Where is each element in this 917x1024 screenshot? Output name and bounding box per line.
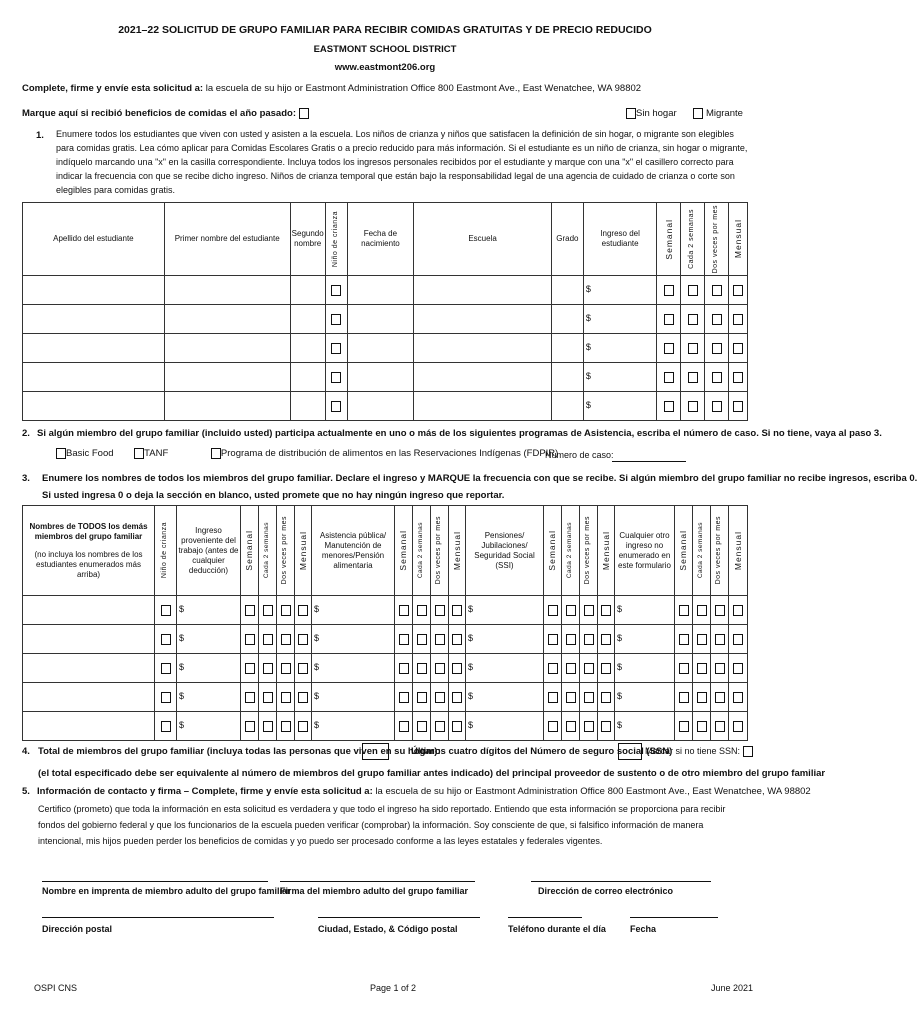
pension-income-input[interactable]: $	[466, 712, 544, 741]
printed-name-line[interactable]	[42, 881, 268, 882]
col-other-monthly-label: Mensual	[732, 530, 743, 571]
col-twice-monthly-label: Dos veces por mes	[712, 204, 720, 274]
twice-monthly-checkbox[interactable]	[712, 401, 722, 412]
col-other-twice-monthly-label: Dos veces por mes	[715, 516, 723, 585]
col-other-income: Cualquier otro ingreso no enumerado en este formulario	[615, 506, 675, 596]
col-monthly-label: Mensual	[732, 219, 743, 259]
pension-twice-monthly-checkbox[interactable]	[584, 663, 594, 674]
student-middle-name-input[interactable]	[290, 276, 325, 305]
col-assist-biweekly-label: Cada 2 semanas	[417, 522, 425, 579]
work-monthly-checkbox[interactable]	[298, 721, 308, 732]
other-monthly-checkbox[interactable]	[733, 634, 743, 645]
assistance-income-input[interactable]: $	[312, 683, 395, 712]
work-twice-monthly-checkbox[interactable]	[281, 634, 291, 645]
school-input[interactable]	[414, 392, 552, 421]
other-monthly-checkbox[interactable]	[733, 663, 743, 674]
school-input[interactable]	[414, 276, 552, 305]
grade-input[interactable]	[551, 363, 583, 392]
pension-twice-monthly-checkbox[interactable]	[584, 721, 594, 732]
section2-instructions: Si algún miembro del grupo familiar (incluido usted) participa actualmente en uno o más de los siguientes programas de Asistencia, escriba el número de caso. Si no tiene, vaya al paso 3.	[37, 428, 882, 439]
work-biweekly-checkbox[interactable]	[263, 634, 273, 645]
other-weekly-checkbox[interactable]	[679, 663, 689, 674]
section5-number: 5.	[22, 786, 30, 797]
migrant-label: Migrante	[705, 108, 743, 120]
col-school: Escuela	[414, 203, 552, 276]
other-income-input[interactable]: $	[615, 625, 675, 654]
student-middle-name-input[interactable]	[290, 334, 325, 363]
weekly-checkbox[interactable]	[664, 314, 674, 325]
foster-checkbox[interactable]	[331, 314, 341, 325]
section5-address: la escuela de su hijo or Eastmont Administration Office 800 Eastmont Ave., East Wenatchee, WA 98802	[372, 786, 811, 797]
district-name: EASTMONT SCHOOL DISTRICT	[313, 44, 457, 55]
grade-input[interactable]	[551, 392, 583, 421]
section1-number: 1.	[36, 130, 44, 141]
work-biweekly-checkbox[interactable]	[263, 692, 273, 703]
pension-monthly-checkbox[interactable]	[601, 634, 611, 645]
student-last-name-input[interactable]	[23, 363, 165, 392]
member-foster-checkbox[interactable]	[161, 605, 171, 616]
assist-monthly-checkbox[interactable]	[452, 663, 462, 674]
member-foster-checkbox[interactable]	[161, 721, 171, 732]
monthly-checkbox[interactable]	[733, 343, 743, 354]
col-dob: Fecha de nacimiento	[347, 203, 414, 276]
monthly-checkbox[interactable]	[733, 314, 743, 325]
dob-input[interactable]	[347, 276, 414, 305]
assist-monthly-checkbox[interactable]	[452, 634, 462, 645]
send-to-label: Complete, firme y envíe esta solicitud a:	[22, 83, 204, 94]
dob-input[interactable]	[347, 363, 414, 392]
section1-instructions: Enumere todos los estudiantes que viven con usted y asisten a la escuela. Los niños de crianza y niños que satisfacen la definición de sin hogar, o migrante son elegibles para comidas gratis. Lea cómo aplicar para Comidas Escolares Gratis o a precio reducido para más información. Si el estudiante es un niño de crianza, sin hogar o migrante, indíquelo marcando una "x" en la casilla correspondiente. Incluya todos los ingresos personales recibidos por el estudiante y marque con una "x" el casillero correcto para indicar la frecuencia con que se recibe dicho ingreso. Niños de crianza temporal que están bajo la responsabilidad legal de una agencia de cuidado de crianza o corte son elegibles para comidas gratis.	[56, 129, 748, 195]
pension-twice-monthly-checkbox[interactable]	[584, 634, 594, 645]
other-monthly-checkbox[interactable]	[733, 721, 743, 732]
col-pension-weekly-label: Semanal	[547, 530, 558, 571]
students-table	[22, 202, 748, 421]
foster-cell	[325, 276, 347, 305]
address-line[interactable]	[42, 917, 274, 918]
pension-biweekly-checkbox[interactable]	[566, 605, 576, 616]
other-income-input[interactable]: $	[615, 712, 675, 741]
student-row	[23, 334, 748, 363]
pension-monthly-checkbox[interactable]	[601, 605, 611, 616]
work-biweekly-checkbox[interactable]	[263, 605, 273, 616]
work-twice-monthly-checkbox[interactable]	[281, 721, 291, 732]
col-other-weekly-label: Semanal	[678, 530, 689, 571]
homeless-label: Sin hogar	[636, 108, 677, 120]
student-income-input[interactable]: $	[583, 334, 657, 363]
assistance-income-input[interactable]: $	[312, 712, 395, 741]
student-first-name-input[interactable]	[164, 334, 290, 363]
benefits-label: Marque aquí si recibió beneficios de comidas el año pasado:	[22, 108, 296, 120]
school-input[interactable]	[414, 305, 552, 334]
no-ssn-checkbox[interactable]	[743, 746, 753, 757]
signature-label: Firma del miembro adulto del grupo familiar	[280, 886, 469, 896]
signature-line[interactable]	[280, 881, 475, 882]
date-label: Fecha	[630, 924, 657, 934]
student-last-name-input[interactable]	[23, 334, 165, 363]
student-income-input[interactable]: $	[583, 392, 657, 421]
case-number-label: Numero de caso:	[545, 450, 614, 460]
work-biweekly-checkbox[interactable]	[263, 663, 273, 674]
assist-twice-monthly-checkbox[interactable]	[435, 663, 445, 674]
send-to-line	[22, 83, 641, 94]
other-income-input[interactable]: $	[615, 683, 675, 712]
member-foster-checkbox[interactable]	[161, 692, 171, 703]
other-monthly-checkbox[interactable]	[733, 692, 743, 703]
student-last-name-input[interactable]	[23, 276, 165, 305]
col-foster	[325, 203, 347, 276]
col-assistance: Asistencia pública/ Manutención de menores/Pensión alimentaria	[312, 506, 395, 596]
district-website: www.eastmont206.org	[334, 62, 436, 73]
other-weekly-checkbox[interactable]	[679, 692, 689, 703]
student-row	[23, 276, 748, 305]
member-name-input[interactable]	[23, 712, 155, 741]
biweekly-checkbox[interactable]	[688, 314, 698, 325]
foster-checkbox[interactable]	[331, 343, 341, 354]
member-foster-checkbox[interactable]	[161, 663, 171, 674]
city-label: Ciudad, Estado, & Código postal	[318, 924, 458, 934]
student-middle-name-input[interactable]	[290, 363, 325, 392]
assist-monthly-checkbox[interactable]	[452, 721, 462, 732]
pension-income-input[interactable]: $	[466, 625, 544, 654]
total-members-label: Total de miembros del grupo familiar (incluya todas las personas que viven en su hogar):	[38, 746, 441, 757]
student-last-name-input[interactable]	[23, 305, 165, 334]
monthly-checkbox[interactable]	[733, 285, 743, 296]
email-line[interactable]	[531, 881, 711, 882]
work-weekly-checkbox[interactable]	[245, 605, 255, 616]
twice-monthly-checkbox[interactable]	[712, 285, 722, 296]
col-assist-weekly-label: Semanal	[398, 530, 409, 571]
section2-number: 2.	[22, 428, 30, 439]
footer-date: June 2021	[711, 983, 754, 993]
col-work-income: Ingreso proveniente del trabajo (antes de cualquier deducción)	[177, 506, 241, 596]
student-row	[23, 392, 748, 421]
pension-biweekly-checkbox[interactable]	[566, 721, 576, 732]
work-monthly-checkbox[interactable]	[298, 605, 308, 616]
weekly-checkbox[interactable]	[664, 285, 674, 296]
section3-instructions-1: Enumere los nombres de todos los miembros del grupo familiar. Declare el ingreso y MARQUE la frecuencia con que se recibe. Si algún miembro del grupo familiar no recibe ingresos, escriba 0.	[42, 473, 917, 484]
school-input[interactable]	[414, 334, 552, 363]
other-biweekly-checkbox[interactable]	[697, 721, 707, 732]
dob-input[interactable]	[347, 334, 414, 363]
twice-monthly-checkbox[interactable]	[712, 314, 722, 325]
basic-food-label: Basic Food	[66, 448, 114, 460]
col-hh-foster-label: Niño de crianza	[161, 522, 169, 579]
assist-biweekly-checkbox[interactable]	[417, 721, 427, 732]
biweekly-checkbox[interactable]	[688, 401, 698, 412]
assist-biweekly-checkbox[interactable]	[417, 663, 427, 674]
ssn-input[interactable]	[618, 743, 642, 760]
col-pension-twice-monthly-label: Dos veces por mes	[584, 516, 592, 585]
other-twice-monthly-checkbox[interactable]	[715, 634, 725, 645]
weekly-checkbox[interactable]	[664, 401, 674, 412]
work-weekly-checkbox[interactable]	[245, 634, 255, 645]
fdpir-checkbox[interactable]	[211, 448, 221, 459]
assist-weekly-checkbox[interactable]	[399, 721, 409, 732]
monthly-checkbox[interactable]	[733, 372, 743, 383]
work-weekly-checkbox[interactable]	[245, 663, 255, 674]
col-biweekly	[681, 203, 705, 276]
col-foster-label: Niño de crianza	[331, 210, 339, 268]
section5-header	[37, 786, 811, 797]
col-member-names-note: (no incluya los nombres de los estudiantes enumerados más arriba)	[34, 549, 143, 579]
student-first-name-input[interactable]	[164, 305, 290, 334]
printed-name-label: Nombre en imprenta de miembro adulto del grupo familiar	[42, 886, 291, 896]
grade-input[interactable]	[551, 276, 583, 305]
other-twice-monthly-checkbox[interactable]	[715, 692, 725, 703]
work-twice-monthly-checkbox[interactable]	[281, 605, 291, 616]
total-members-input[interactable]	[362, 743, 389, 760]
assistance-income-input[interactable]: $	[312, 625, 395, 654]
student-income-input[interactable]: $	[583, 305, 657, 334]
twice-monthly-checkbox[interactable]	[712, 343, 722, 354]
col-income: Ingreso del estudiante	[583, 203, 657, 276]
col-work-weekly-label: Semanal	[244, 530, 255, 571]
work-income-input[interactable]: $	[177, 683, 241, 712]
assist-twice-monthly-checkbox[interactable]	[435, 634, 445, 645]
col-member-names	[23, 506, 155, 596]
other-twice-monthly-checkbox[interactable]	[715, 721, 725, 732]
pension-monthly-checkbox[interactable]	[601, 692, 611, 703]
pension-twice-monthly-checkbox[interactable]	[584, 692, 594, 703]
work-weekly-checkbox[interactable]	[245, 692, 255, 703]
work-weekly-checkbox[interactable]	[245, 721, 255, 732]
other-biweekly-checkbox[interactable]	[697, 634, 707, 645]
no-ssn-option	[645, 746, 753, 757]
col-first-name: Primer nombre del estudiante	[164, 203, 290, 276]
email-label: Dirección de correo electrónico	[538, 886, 674, 896]
footer-left: OSPI CNS	[34, 983, 78, 993]
assist-twice-monthly-checkbox[interactable]	[435, 721, 445, 732]
other-weekly-checkbox[interactable]	[679, 634, 689, 645]
dob-input[interactable]	[347, 392, 414, 421]
assistance-income-input[interactable]: $	[312, 596, 395, 625]
pension-biweekly-checkbox[interactable]	[566, 692, 576, 703]
pension-biweekly-checkbox[interactable]	[566, 634, 576, 645]
grade-input[interactable]	[551, 334, 583, 363]
section3-number: 3.	[22, 473, 30, 484]
phone-line[interactable]	[508, 917, 582, 918]
household-row	[23, 683, 748, 712]
weekly-checkbox[interactable]	[664, 343, 674, 354]
other-income-input[interactable]: $	[615, 596, 675, 625]
assist-biweekly-checkbox[interactable]	[417, 634, 427, 645]
member-name-input[interactable]	[23, 683, 155, 712]
work-twice-monthly-checkbox[interactable]	[281, 692, 291, 703]
section3-instructions-2: Si usted ingresa 0 o deja la sección en blanco, usted promete que no hay ningún ingreso que reportar.	[42, 490, 505, 501]
pension-weekly-checkbox[interactable]	[548, 721, 558, 732]
work-income-input[interactable]: $	[177, 654, 241, 683]
biweekly-checkbox[interactable]	[688, 343, 698, 354]
assist-twice-monthly-checkbox[interactable]	[435, 692, 445, 703]
section5-label: Información de contacto y firma – Complete, firme y envíe esta solicitud a:	[37, 786, 373, 797]
pension-weekly-checkbox[interactable]	[548, 634, 558, 645]
work-income-input[interactable]: $	[177, 596, 241, 625]
pension-twice-monthly-checkbox[interactable]	[584, 605, 594, 616]
work-income-input[interactable]: $	[177, 712, 241, 741]
col-work-monthly-label: Mensual	[297, 530, 308, 571]
foster-cell	[325, 363, 347, 392]
col-weekly-label: Semanal	[663, 218, 674, 260]
assist-weekly-checkbox[interactable]	[399, 692, 409, 703]
total-members-note: (el total especificado debe ser equivalente al número de miembros del grupo familiar antes indicado) del principal proveedor de sustento o de otro miembro del grupo familiar	[38, 768, 826, 779]
student-row	[23, 305, 748, 334]
programs-line	[56, 448, 558, 459]
case-number-input[interactable]	[612, 461, 686, 462]
foster-checkbox[interactable]	[331, 372, 341, 383]
student-income-input[interactable]: $	[583, 363, 657, 392]
pension-income-input[interactable]: $	[466, 683, 544, 712]
col-other-biweekly-label: Cada 2 semanas	[697, 522, 705, 579]
benefits-line	[22, 108, 309, 119]
other-twice-monthly-checkbox[interactable]	[715, 605, 725, 616]
household-row	[23, 625, 748, 654]
household-row	[23, 712, 748, 741]
work-monthly-checkbox[interactable]	[298, 663, 308, 674]
form-title: 2021–22 SOLICITUD DE GRUPO FAMILIAR PARA RECIBIR COMIDAS GRATUITAS Y DE PRECIO REDUCIDO	[118, 24, 652, 36]
other-income-input[interactable]: $	[615, 654, 675, 683]
pension-weekly-checkbox[interactable]	[548, 605, 558, 616]
student-first-name-input[interactable]	[164, 363, 290, 392]
biweekly-checkbox[interactable]	[688, 372, 698, 383]
basic-food-checkbox[interactable]	[56, 448, 66, 459]
other-twice-monthly-checkbox[interactable]	[715, 663, 725, 674]
other-monthly-checkbox[interactable]	[733, 605, 743, 616]
pension-income-input[interactable]: $	[466, 654, 544, 683]
col-grade: Grado	[551, 203, 583, 276]
work-monthly-checkbox[interactable]	[298, 634, 308, 645]
work-twice-monthly-checkbox[interactable]	[281, 663, 291, 674]
foster-cell	[325, 334, 347, 363]
col-assist-twice-monthly-label: Dos veces por mes	[435, 516, 443, 585]
no-ssn-label: Marcar si no tiene SSN:	[645, 746, 741, 756]
member-name-input[interactable]	[23, 654, 155, 683]
assist-weekly-checkbox[interactable]	[399, 663, 409, 674]
household-table	[22, 505, 748, 741]
weekly-checkbox[interactable]	[664, 372, 674, 383]
member-name-input[interactable]	[23, 596, 155, 625]
other-weekly-checkbox[interactable]	[679, 605, 689, 616]
assist-twice-monthly-checkbox[interactable]	[435, 605, 445, 616]
twice-monthly-checkbox[interactable]	[712, 372, 722, 383]
student-last-name-input[interactable]	[23, 392, 165, 421]
address-label: Dirección postal	[42, 924, 113, 934]
homeless-checkbox[interactable]	[626, 108, 636, 119]
assist-weekly-checkbox[interactable]	[399, 605, 409, 616]
grade-input[interactable]	[551, 305, 583, 334]
pension-income-input[interactable]: $	[466, 596, 544, 625]
students-header-row	[23, 203, 748, 276]
col-work-twice-monthly-label: Dos veces por mes	[281, 516, 289, 585]
other-biweekly-checkbox[interactable]	[697, 692, 707, 703]
work-monthly-checkbox[interactable]	[298, 692, 308, 703]
member-foster-checkbox[interactable]	[161, 634, 171, 645]
tanf-label: TANF	[144, 448, 169, 460]
date-line[interactable]	[630, 917, 718, 918]
col-assist-monthly-label: Mensual	[451, 530, 462, 571]
monthly-checkbox[interactable]	[733, 401, 743, 412]
student-middle-name-input[interactable]	[290, 305, 325, 334]
col-middle-name: Segundo nombre	[290, 203, 325, 276]
col-member-names-title: Nombres de TODOS los demás miembros del grupo familiar	[29, 521, 148, 541]
col-pension-biweekly-label: Cada 2 semanas	[566, 522, 574, 579]
ssn-label: Últimos cuatro dígitos del Número de seguro social (SSN)	[411, 746, 673, 757]
fdpir-label: Programa de distribución de alimentos en las Reservaciones Indígenas (FDPIR)	[220, 448, 559, 460]
assist-monthly-checkbox[interactable]	[452, 605, 462, 616]
homeless-option	[626, 108, 743, 119]
biweekly-checkbox[interactable]	[688, 285, 698, 296]
pension-monthly-checkbox[interactable]	[601, 721, 611, 732]
work-income-input[interactable]: $	[177, 625, 241, 654]
household-row	[23, 654, 748, 683]
foster-checkbox[interactable]	[331, 285, 341, 296]
col-biweekly-label: Cada 2 semanas	[688, 209, 696, 269]
school-input[interactable]	[414, 363, 552, 392]
dob-input[interactable]	[347, 305, 414, 334]
pension-weekly-checkbox[interactable]	[548, 692, 558, 703]
col-last-name: Apellido del estudiante	[23, 203, 165, 276]
tanf-checkbox[interactable]	[134, 448, 144, 459]
student-middle-name-input[interactable]	[290, 392, 325, 421]
other-biweekly-checkbox[interactable]	[697, 605, 707, 616]
student-income-input[interactable]: $	[583, 276, 657, 305]
pension-biweekly-checkbox[interactable]	[566, 663, 576, 674]
pension-weekly-checkbox[interactable]	[548, 663, 558, 674]
other-biweekly-checkbox[interactable]	[697, 663, 707, 674]
send-to-address: la escuela de su hijo or Eastmont Administration Office 800 Eastmont Ave., East Wenatchee, WA 98802	[203, 83, 642, 94]
benefits-checkbox[interactable]	[299, 108, 309, 119]
page-number: Page 1 of 2	[370, 983, 417, 993]
assistance-income-input[interactable]: $	[312, 654, 395, 683]
assist-biweekly-checkbox[interactable]	[417, 692, 427, 703]
student-row	[23, 363, 748, 392]
student-first-name-input[interactable]	[164, 276, 290, 305]
col-twice-monthly	[705, 203, 729, 276]
col-monthly	[728, 203, 747, 276]
foster-cell	[325, 305, 347, 334]
city-line[interactable]	[318, 917, 480, 918]
pension-monthly-checkbox[interactable]	[601, 663, 611, 674]
phone-label: Teléfono durante el día	[508, 924, 606, 934]
foster-checkbox[interactable]	[331, 401, 341, 412]
certification-text: Certifico (prometo) que toda la información en esta solicitud es verdadera y que todo el ingreso ha sido reportado. Entiendo que esta información se proporciona para recibir fondos del gobierno federal y que los funcionarios de la escuela pueden verificar (comprobar) la información. Soy consciente de que, si falsifico información de manera intencional, mis hijos pueden perder los beneficios de comidas y yo puedo ser procesado conforme a las leyes estatales y federales vigentes.	[38, 804, 726, 846]
work-biweekly-checkbox[interactable]	[263, 721, 273, 732]
col-pension-monthly-label: Mensual	[600, 530, 611, 571]
assist-weekly-checkbox[interactable]	[399, 634, 409, 645]
other-weekly-checkbox[interactable]	[679, 721, 689, 732]
member-name-input[interactable]	[23, 625, 155, 654]
section4-number: 4.	[22, 746, 30, 757]
migrant-checkbox[interactable]	[693, 108, 703, 119]
col-work-biweekly-label: Cada 2 semanas	[263, 522, 271, 579]
household-header-row	[23, 506, 748, 596]
assist-biweekly-checkbox[interactable]	[417, 605, 427, 616]
household-row	[23, 596, 748, 625]
col-pensions: Pensiones/ Jubilaciones/ Seguridad Social (SSI)	[466, 506, 544, 596]
student-first-name-input[interactable]	[164, 392, 290, 421]
foster-cell	[325, 392, 347, 421]
assist-monthly-checkbox[interactable]	[452, 692, 462, 703]
col-weekly	[657, 203, 681, 276]
